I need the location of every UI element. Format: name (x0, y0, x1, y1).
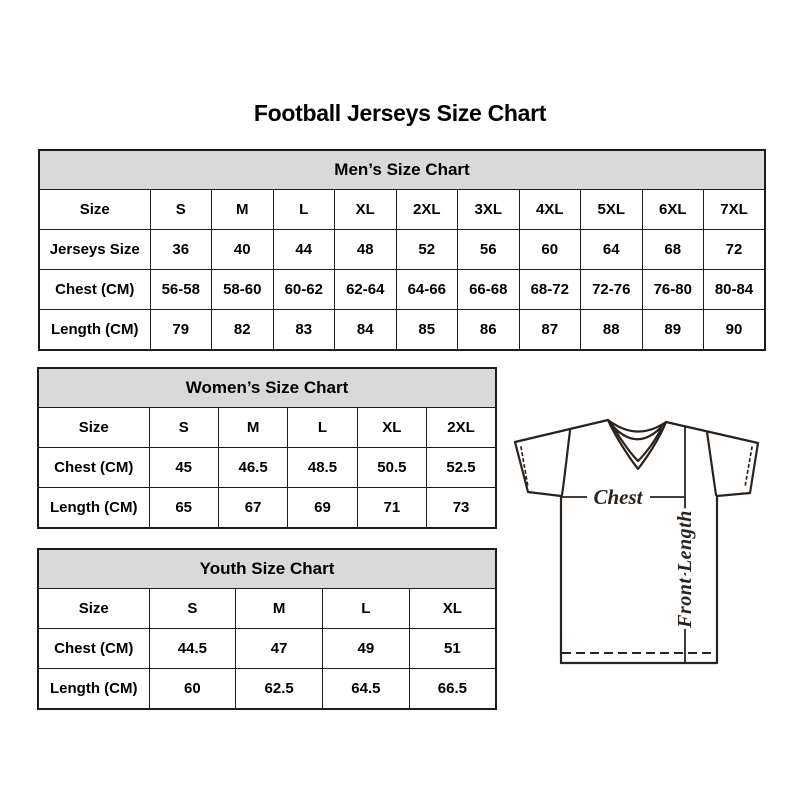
value-cell: 60-62 (273, 270, 335, 310)
row-label: Length (CM) (39, 310, 150, 350)
size-cell: 2XL (396, 190, 458, 230)
row-label: Length (CM) (38, 669, 149, 709)
womens-size-table (37, 367, 497, 529)
value-cell: 84 (335, 310, 397, 350)
size-cell: S (150, 190, 212, 230)
youth-size-table (37, 548, 497, 710)
value-cell: 66.5 (409, 669, 496, 709)
value-cell: 47 (236, 629, 323, 669)
table-row-chest (39, 270, 765, 310)
value-cell: 71 (357, 488, 426, 528)
value-cell: 90 (704, 310, 766, 350)
value-cell: 50.5 (357, 448, 426, 488)
value-cell: 60 (149, 669, 236, 709)
size-cell: L (273, 190, 335, 230)
table-row-size (38, 408, 496, 448)
size-cell: 6XL (642, 190, 704, 230)
size-cell: S (149, 408, 218, 448)
value-cell: 65 (149, 488, 218, 528)
mens-table-title: Men’s Size Chart (39, 150, 765, 190)
value-cell: 62.5 (236, 669, 323, 709)
value-cell: 56 (458, 230, 520, 270)
value-cell: 86 (458, 310, 520, 350)
value-cell: 44 (273, 230, 335, 270)
value-cell: 85 (396, 310, 458, 350)
row-label: Chest (CM) (38, 448, 149, 488)
row-label: Chest (CM) (38, 629, 149, 669)
table-row-length (39, 310, 765, 350)
table-row-chest (38, 629, 496, 669)
table-row-chest (38, 448, 496, 488)
value-cell: 51 (409, 629, 496, 669)
size-cell: 3XL (458, 190, 520, 230)
value-cell: 64 (581, 230, 643, 270)
size-cell: 4XL (519, 190, 581, 230)
youth-table-title: Youth Size Chart (38, 549, 496, 589)
row-label: Size (38, 408, 149, 448)
row-label: Length (CM) (38, 488, 149, 528)
value-cell: 48 (335, 230, 397, 270)
size-cell: M (236, 589, 323, 629)
value-cell: 87 (519, 310, 581, 350)
page-title: Football Jerseys Size Chart (253, 100, 547, 126)
size-cell: S (149, 589, 236, 629)
value-cell: 83 (273, 310, 335, 350)
row-label: Size (38, 589, 149, 629)
table-row-jerseys-size (39, 230, 765, 270)
size-cell: M (212, 190, 274, 230)
size-cell: M (218, 408, 287, 448)
value-cell: 88 (581, 310, 643, 350)
table-title-row (39, 150, 765, 190)
table-row-size (39, 190, 765, 230)
size-cell: L (323, 589, 410, 629)
table-title-row (38, 368, 496, 408)
value-cell: 64.5 (323, 669, 410, 709)
value-cell: 76-80 (642, 270, 704, 310)
value-cell: 67 (218, 488, 287, 528)
value-cell: 36 (150, 230, 212, 270)
size-cell: L (288, 408, 357, 448)
value-cell: 80-84 (704, 270, 766, 310)
table-row-length (38, 488, 496, 528)
value-cell: 72 (704, 230, 766, 270)
value-cell: 79 (150, 310, 212, 350)
size-cell: XL (335, 190, 397, 230)
mens-size-table (38, 149, 766, 351)
value-cell: 60 (519, 230, 581, 270)
size-cell: 7XL (704, 190, 766, 230)
value-cell: 69 (288, 488, 357, 528)
value-cell: 89 (642, 310, 704, 350)
womens-table-title: Women’s Size Chart (38, 368, 496, 408)
value-cell: 68 (642, 230, 704, 270)
table-row-size (38, 589, 496, 629)
value-cell: 46.5 (218, 448, 287, 488)
jersey-drawing (500, 398, 780, 678)
value-cell: 62-64 (335, 270, 397, 310)
value-cell: 64-66 (396, 270, 458, 310)
value-cell: 40 (212, 230, 274, 270)
value-cell: 52 (396, 230, 458, 270)
size-cell: 5XL (581, 190, 643, 230)
jersey-outline (515, 420, 758, 663)
row-label: Jerseys Size (39, 230, 150, 270)
table-title-row (38, 549, 496, 589)
value-cell: 73 (427, 488, 496, 528)
value-cell: 68-72 (519, 270, 581, 310)
value-cell: 58-60 (212, 270, 274, 310)
value-cell: 72-76 (581, 270, 643, 310)
row-label: Chest (CM) (39, 270, 150, 310)
size-cell: XL (357, 408, 426, 448)
value-cell: 44.5 (149, 629, 236, 669)
size-cell: XL (409, 589, 496, 629)
size-cell: 2XL (427, 408, 496, 448)
value-cell: 49 (323, 629, 410, 669)
chest-label: Chest (593, 485, 643, 509)
value-cell: 56-58 (150, 270, 212, 310)
jersey-diagram (500, 398, 780, 678)
value-cell: 52.5 (427, 448, 496, 488)
value-cell: 45 (149, 448, 218, 488)
value-cell: 66-68 (458, 270, 520, 310)
row-label: Size (39, 190, 150, 230)
value-cell: 48.5 (288, 448, 357, 488)
front-length-label: Front Length (674, 510, 696, 628)
table-row-length (38, 669, 496, 709)
value-cell: 82 (212, 310, 274, 350)
